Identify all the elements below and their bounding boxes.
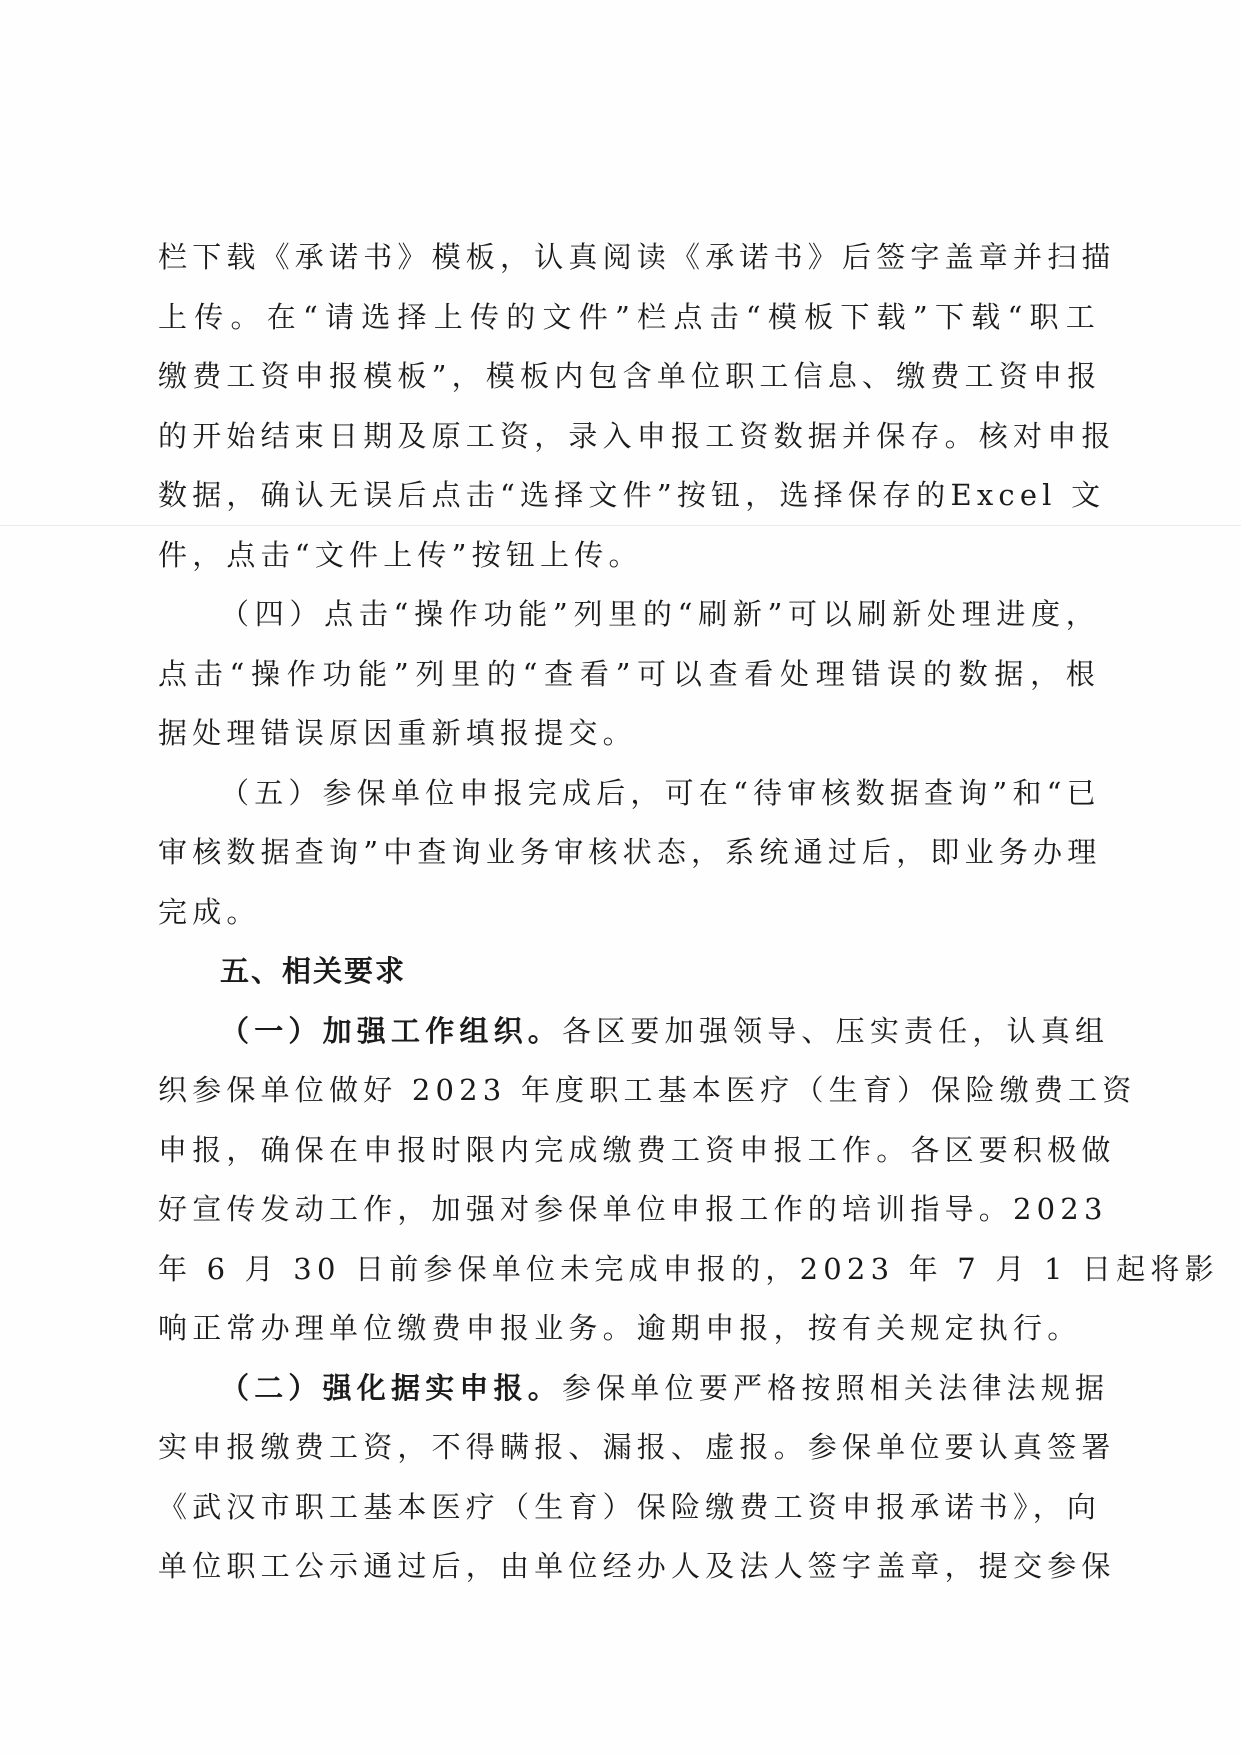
text-span: 各区要加强领导、压实责任，认真组	[562, 1013, 1110, 1048]
paragraph-requirement-2	[158, 1359, 1116, 1597]
text-line: 年 6 月 30 日前参保单位未完成申报的，2023 年 7 月 1 日起将影	[158, 1251, 1219, 1286]
document-body	[158, 228, 1219, 1597]
paragraph-continued	[158, 228, 1116, 585]
paragraph-lead: （二）强化据实申报。	[220, 1370, 563, 1405]
text-line	[158, 1359, 1110, 1419]
text-line: 织参保单位做好 2023 年度职工基本医疗（生育）保险缴费工资	[158, 1073, 1137, 1107]
text-line: 据处理错误原因重新填报提交。	[158, 716, 637, 750]
text-line: 申报，确保在申报时限内完成缴费工资申报工作。各区要积极做	[158, 1132, 1116, 1167]
text-line	[158, 1002, 1110, 1062]
text-line: 《武汉市职工基本医疗（生育）保险缴费工资申报承诺书》，向	[158, 1489, 1102, 1524]
text-line: 数据，确认无误后点击“选择文件”按钮，选择保存的Excel 文	[158, 478, 1106, 512]
text-line: 栏下载《承诺书》模板，认真阅读《承诺书》后签字盖章并扫描	[158, 240, 1116, 274]
text-line: 的开始结束日期及原工资，录入申报工资数据并保存。核对申报	[158, 418, 1116, 453]
text-line: 好宣传发动工作，加强对参保单位申报工作的培训指导。2023	[158, 1192, 1108, 1226]
text-line: 件，点击“文件上传”按钮上传。	[158, 537, 643, 572]
paragraph-requirement-1	[158, 1002, 1219, 1359]
text-line: 上传。在“请选择上传的文件”栏点击“模板下载”下载“职工	[158, 299, 1100, 334]
paragraph-item-4	[158, 585, 1100, 764]
text-line: 缴费工资申报模板”，模板内包含单位职工信息、缴费工资申报	[158, 359, 1102, 393]
text-line: 实申报缴费工资，不得瞒报、漏报、虚报。参保单位要认真签署	[158, 1430, 1116, 1464]
text-line: 单位职工公示通过后，由单位经办人及法人签字盖章，提交参保	[158, 1549, 1116, 1583]
text-line: 审核数据查询”中查询业务审核状态，系统通过后，即业务办理	[158, 835, 1102, 869]
section-heading: 五、相关要求	[220, 954, 407, 988]
paragraph-lead: （一）加强工作组织。	[220, 1013, 563, 1048]
text-line: 点击“操作功能”列里的“查看”可以查看处理错误的数据，根	[158, 656, 1100, 691]
paragraph-item-5	[158, 764, 1100, 943]
text-line: 响正常办理单位缴费申报业务。逾期申报，按有关规定执行。	[158, 1311, 1082, 1345]
text-line: 完成。	[158, 894, 261, 929]
text-line: （五）参保单位申报完成后，可在“待审核数据查询”和“已	[220, 775, 1101, 810]
text-span: 参保单位要严格按照相关法律法规据	[562, 1370, 1110, 1405]
text-line: （四）点击“操作功能”列里的“刷新”可以刷新处理进度，	[220, 597, 1100, 631]
